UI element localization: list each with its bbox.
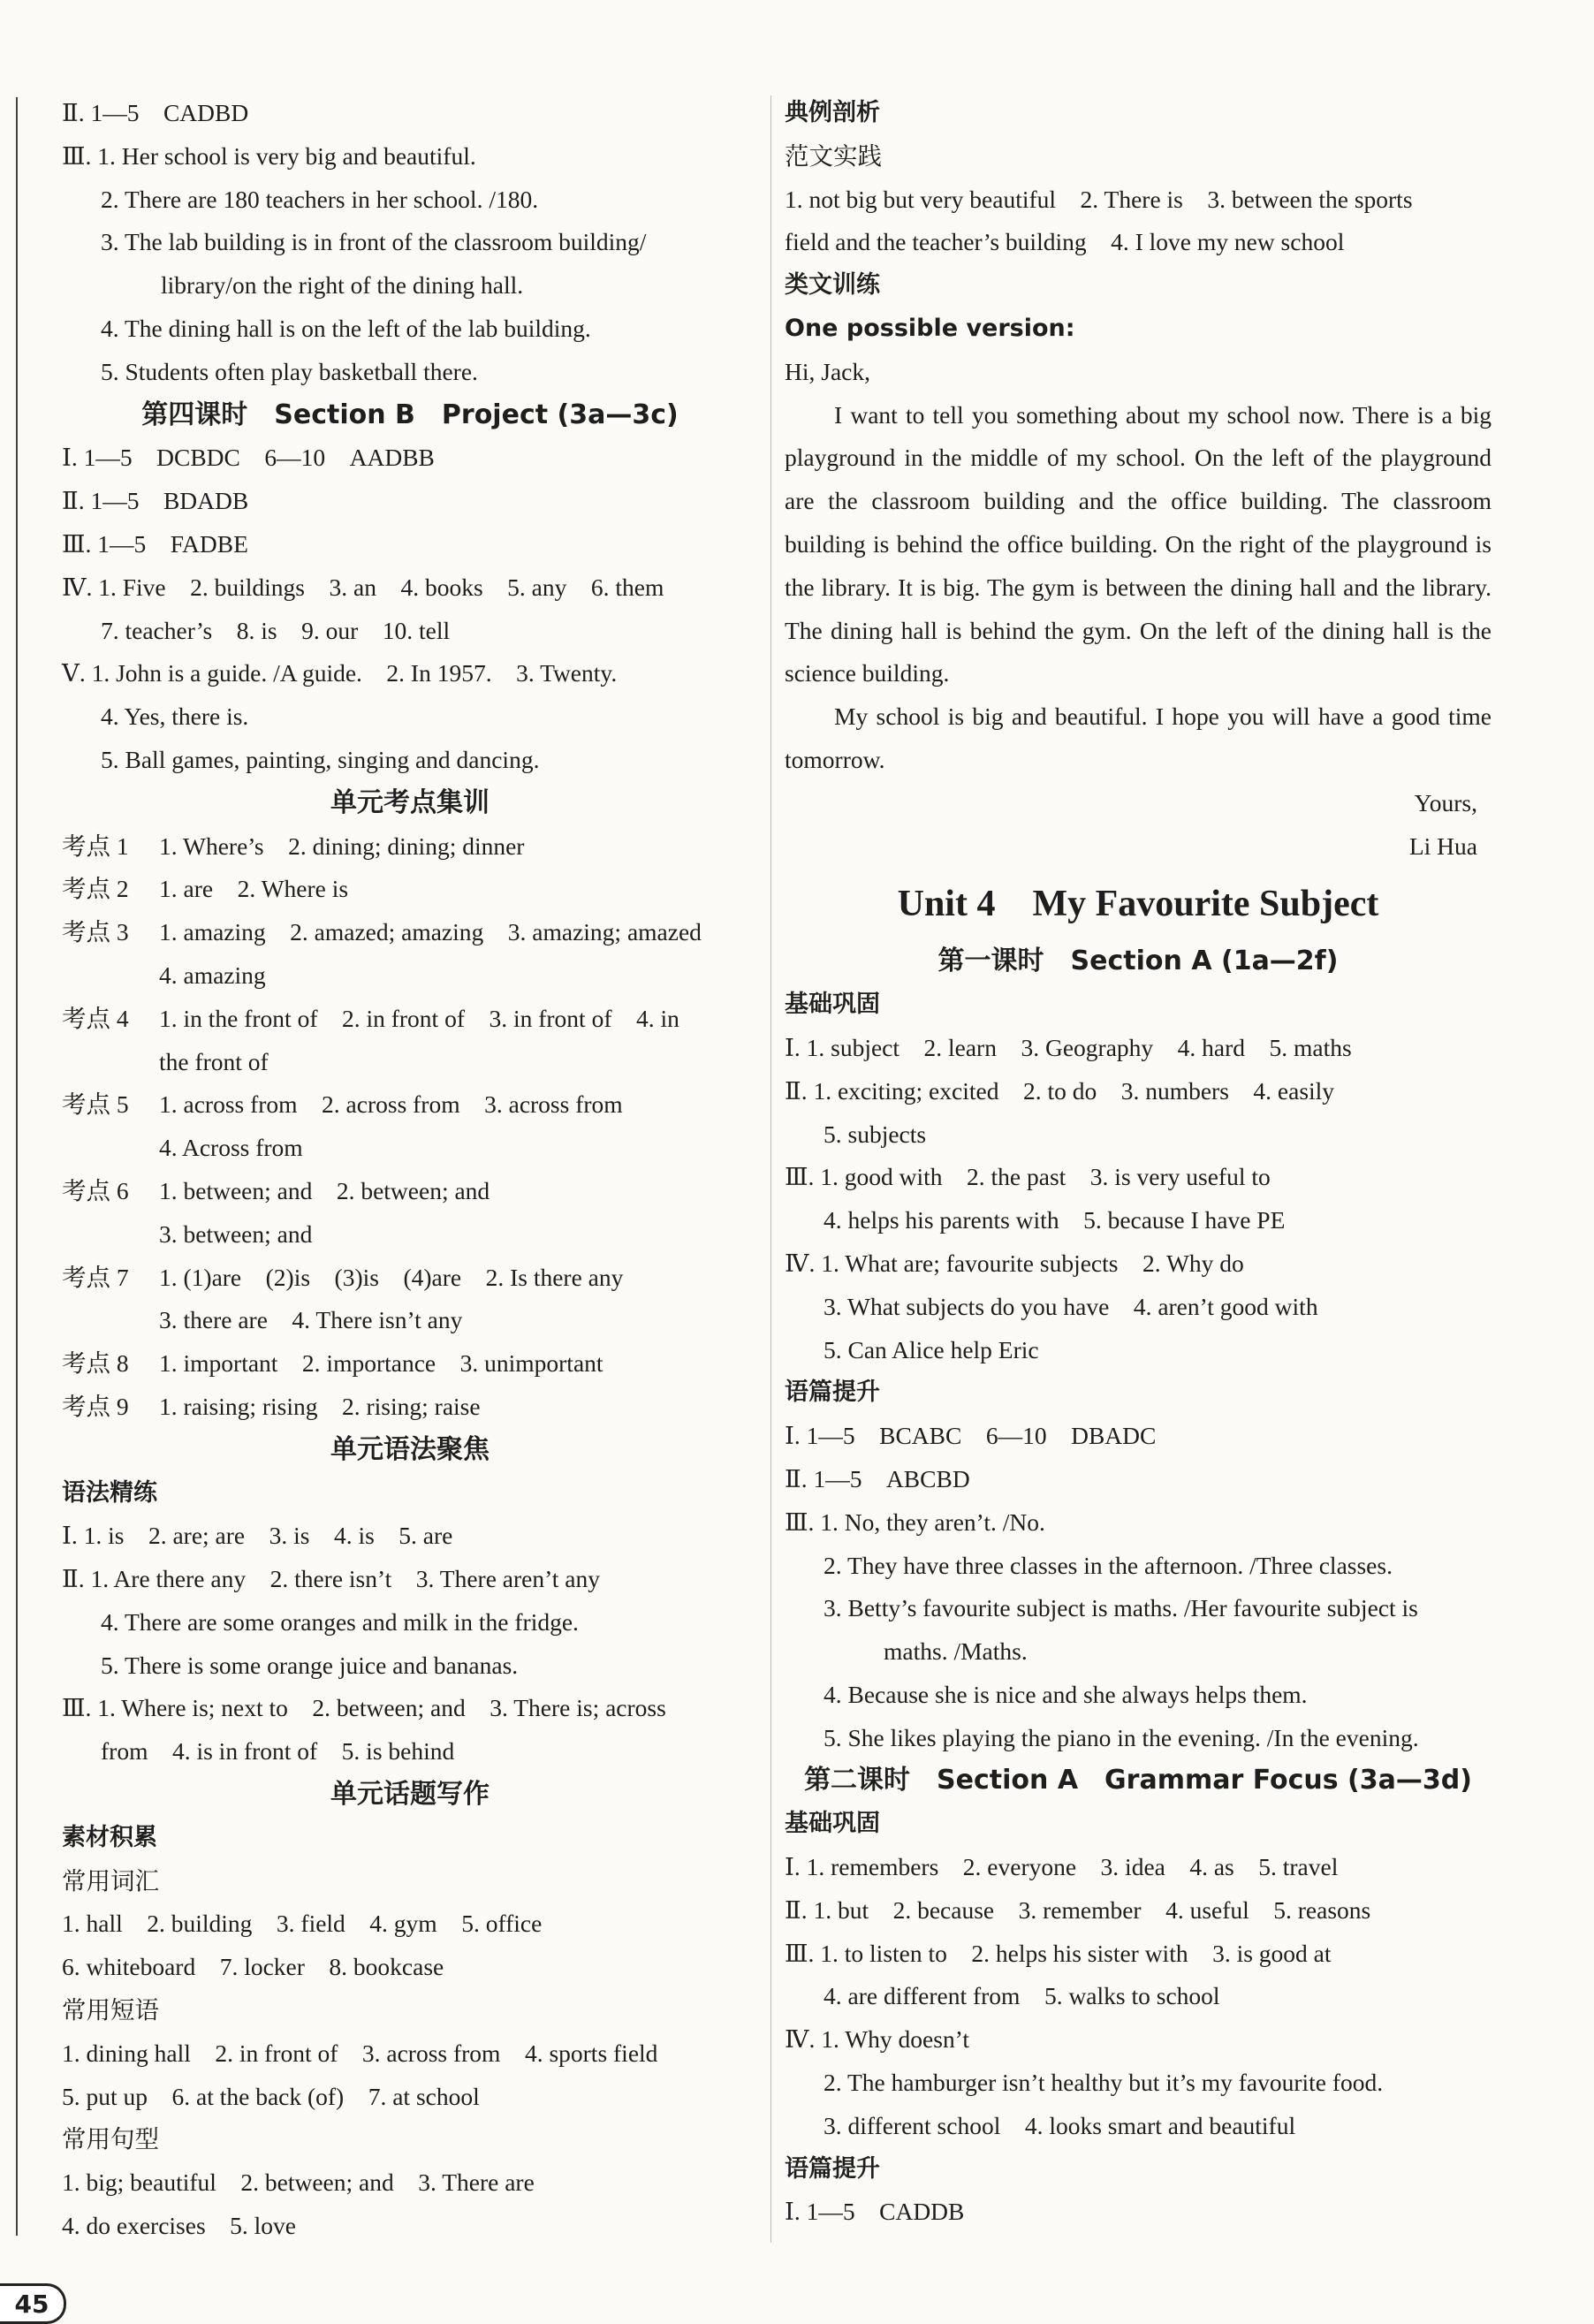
kaodian-answers: 1. important 2. importance 3. unimportant (159, 1349, 603, 1378)
kaodian-answers: 1. raising; rising 2. rising; raise (159, 1392, 481, 1420)
kaodian-label: 考点 6 (62, 1176, 129, 1204)
answer-line: Ⅳ. 1. What are; favourite subjects 2. Why do (785, 1249, 1244, 1277)
answer-line (62, 1213, 758, 1257)
kaodian-label: 考点 8 (62, 1349, 129, 1378)
kaodian-answers: the front of (159, 1047, 269, 1075)
answer-line: 4. The dining hall is on the left of the lab building. (101, 314, 591, 342)
answer-line: 第一课时 Section A (1a—2f) (937, 946, 1339, 977)
writing-sample-section (785, 92, 1492, 394)
answer-line: maths. /Maths. (884, 1637, 1028, 1666)
answer-line: from 4. is in front of 5. is behind (101, 1737, 455, 1766)
answer-line: Ⅱ. 1. Are there any 2. there isn’t 3. There aren’t any (62, 1565, 600, 1593)
answer-line (62, 1342, 758, 1386)
answer-line: Ⅱ. 1—5 CADBD (62, 99, 249, 126)
answer-line: 常用短语 (62, 1996, 159, 2025)
kaodian-answers: 1. in the front of 2. in front of 3. in front of 4. in (159, 1004, 679, 1032)
column-divider (770, 95, 771, 2243)
answer-line (62, 954, 758, 998)
answer-line: Ⅲ. 1—5 FADBE (62, 529, 248, 558)
answer-line: 语法精练 (62, 1478, 157, 1507)
answer-line: 4. There are some oranges and milk in the fridge. (101, 1607, 579, 1636)
answer-line: Ⅲ. 1. Where is; next to 2. between; and 3. There is; across (62, 1694, 666, 1722)
answer-line: 第四课时 Section B Project (3a—3c) (141, 399, 679, 430)
kaodian-answers: 1. amazing 2. amazed; amazing 3. amazing; amazed (159, 918, 702, 946)
answer-line (62, 868, 758, 911)
answer-line: 1. not big but very beautiful 2. There is 3. between the sports (785, 185, 1413, 213)
kaodian-answers: 3. there are 4. There isn’t any (159, 1306, 463, 1334)
answer-line: 5. She likes playing the piano in the evening. /In the evening. (824, 1723, 1419, 1751)
answer-line: 1. dining hall 2. in front of 3. across from 4. sports field (62, 2039, 658, 2067)
answer-line: Ⅳ. 1. Why doesn’t (785, 2025, 970, 2054)
answer-line: 语篇提升 (785, 1378, 880, 1407)
answer-line: field and the teacher’s building 4. I love my new school (785, 228, 1345, 256)
answer-line (62, 825, 758, 869)
answer-line: 3. Betty’s favourite subject is maths. /Her favourite subject is (824, 1594, 1418, 1622)
answer-line: 4. Yes, there is. (101, 703, 249, 731)
answer-line (62, 1083, 758, 1127)
answer-line: Ⅱ. 1. but 2. because 3. remember 4. useful 5. reasons (785, 1895, 1371, 1924)
answer-line: Ⅳ. 1. Five 2. buildings 3. an 4. books 5. any 6. them (62, 573, 664, 601)
answer-line: 单元语法聚焦 (330, 1433, 490, 1465)
answer-line: 语篇提升 (785, 2154, 880, 2183)
answer-line: Ⅲ. 1. No, they aren’t. /No. (785, 1508, 1045, 1536)
answer-line (62, 911, 758, 954)
kaodian-label: 考点 2 (62, 875, 129, 903)
answer-line: Ⅰ. 1—5 BCABC 6—10 DBADC (785, 1422, 1157, 1450)
answer-line: Ⅲ. 1. Her school is very big and beautiful. (62, 141, 476, 170)
answer-line (62, 1170, 758, 1213)
answer-line: 6. whiteboard 7. locker 8. bookcase (62, 1953, 444, 1981)
answer-line: Ⅰ. 1. remembers 2. everyone 3. idea 4. as 5. travel (785, 1853, 1339, 1881)
answer-line: 范文实践 (785, 141, 882, 171)
answer-line: 5. subjects (824, 1120, 927, 1148)
answer-line: library/on the right of the dining hall. (161, 271, 524, 300)
answer-line: 3. What subjects do you have 4. aren’t good with (824, 1292, 1318, 1320)
answer-line: 7. teacher’s 8. is 9. our 10. tell (101, 616, 451, 644)
page-number: 45 (0, 2283, 66, 2324)
answer-line: 2. There are 180 teachers in her school. /180. (101, 185, 539, 213)
kaodian-label: 考点 3 (62, 918, 129, 946)
answer-line: 5. There is some orange juice and bananas. (101, 1651, 519, 1679)
answer-line: 单元考点集训 (330, 786, 490, 818)
answer-line: 基础巩固 (785, 991, 880, 1019)
sample-letter (785, 394, 1492, 869)
answer-line (62, 1257, 758, 1300)
kaodian-label: 考点 5 (62, 1090, 129, 1119)
answer-line: Ⅲ. 1. good with 2. the past 3. is very useful to (785, 1163, 1271, 1191)
kaodian-label: 考点 9 (62, 1392, 129, 1420)
answer-line: 5. Ball games, painting, singing and dancing. (101, 745, 540, 773)
kaodian-answers: 4. amazing (159, 961, 266, 989)
answer-line: Ⅱ. 1—5 BDADB (62, 487, 249, 515)
kaodian-answers: 3. between; and (159, 1219, 313, 1248)
answer-line: 第二课时 Section A Grammar Focus (3a—3d) (804, 1765, 1472, 1796)
answer-line: 类文训练 (785, 271, 880, 300)
right-column (785, 92, 1492, 2234)
answer-line: 5. put up 6. at the back (of) 7. at school (62, 2082, 480, 2110)
unit4-answers (785, 940, 1492, 2234)
answer-line: 素材积累 (62, 1823, 157, 1851)
answer-line: 基础巩固 (785, 1810, 880, 1838)
answer-line: 4. helps his parents with 5. because I have PE (824, 1206, 1286, 1234)
kaodian-label: 考点 1 (62, 832, 129, 860)
answer-line: Ⅰ. 1—5 CADDB (785, 2198, 965, 2226)
answer-line (62, 1041, 758, 1084)
answer-line: Ⅰ. 1—5 DCBDC 6—10 AADBB (62, 444, 435, 472)
answer-line: 4. Because she is nice and she always helps them. (824, 1680, 1308, 1708)
answer-line: 常用句型 (62, 2125, 159, 2154)
unit-title: Unit 4 My Favourite Subject (897, 884, 1379, 925)
letter-closing: Yours, (1414, 788, 1477, 816)
answer-line: Ⅲ. 1. to listen to 2. helps his sister with 3. is good at (785, 1939, 1332, 1967)
answer-line: 5. Can Alice help Eric (824, 1335, 1039, 1363)
answer-line: 2. They have three classes in the afternoon. /Three classes. (824, 1551, 1393, 1579)
answer-line: 常用词汇 (62, 1866, 159, 1895)
answer-line: Ⅰ. 1. is 2. are; are 3. is 4. is 5. are (62, 1522, 453, 1550)
answer-line: 典例剖析 (785, 99, 880, 126)
answer-line (62, 1386, 758, 1429)
answer-line: 2. The hamburger isn’t healthy but it’s my favourite food. (824, 2069, 1384, 2097)
answer-line: Ⅴ. 1. John is a guide. /A guide. 2. In 1957. 3. Twenty. (62, 659, 618, 687)
letter-signature: Li Hua (1408, 832, 1477, 860)
answer-line (62, 1299, 758, 1342)
kaodian-answers: 1. (1)are (2)is (3)is (4)are 2. Is there any (159, 1263, 624, 1291)
answer-line: 单元话题写作 (330, 1779, 490, 1811)
kaodian-answers: 1. between; and 2. between; and (159, 1176, 490, 1204)
kaodian-answers: 1. across from 2. across from 3. across from (159, 1090, 623, 1119)
kaodian-label: 考点 4 (62, 1004, 129, 1032)
left-column (62, 92, 758, 2248)
answer-line: 3. different school 4. looks smart and beautiful (824, 2111, 1296, 2139)
answer-line: 1. hall 2. building 3. field 4. gym 5. office (62, 1910, 543, 1938)
letter-paragraph-1: I want to tell you something about my school now. There is a big playground in the middle of my school. On the left of the playground are the classroom building and the office building. The classroom building is behind the office building. On the right of the playground is the library. It is big. The gym is between the dining hall and the library. The dining hall is behind the gym. On the left of the dining hall is the science building. (785, 400, 1492, 687)
answer-line: Ⅰ. 1. subject 2. learn 3. Geography 4. hard 5. maths (785, 1033, 1352, 1061)
kaodian-answers: 1. are 2. Where is (159, 875, 349, 903)
answer-line: 4. do exercises 5. love (62, 2212, 296, 2240)
answer-line (62, 998, 758, 1041)
answer-line: 3. The lab building is in front of the classroom building/ (101, 228, 647, 256)
answer-line: 1. big; beautiful 2. between; and 3. There are (62, 2168, 535, 2197)
answer-line: One possible version: (785, 314, 1075, 342)
answer-line: 4. are different from 5. walks to school (824, 1982, 1220, 2010)
answer-line: Ⅱ. 1—5 ABCBD (785, 1464, 970, 1492)
letter-paragraph-2: My school is big and beautiful. I hope you will have a good time tomorrow. (785, 703, 1492, 773)
answer-line: 5. Students often play basketball there. (101, 357, 478, 385)
answer-line (62, 1127, 758, 1170)
kaodian-label: 考点 7 (62, 1263, 129, 1291)
answer-line: Hi, Jack, (785, 357, 870, 385)
kaodian-answers: 1. Where’s 2. dining; dining; dinner (159, 832, 525, 860)
kaodian-answers: 4. Across from (159, 1134, 303, 1162)
left-margin-rule (16, 97, 18, 2236)
answer-line: Ⅱ. 1. exciting; excited 2. to do 3. numbers 4. easily (785, 1076, 1335, 1105)
